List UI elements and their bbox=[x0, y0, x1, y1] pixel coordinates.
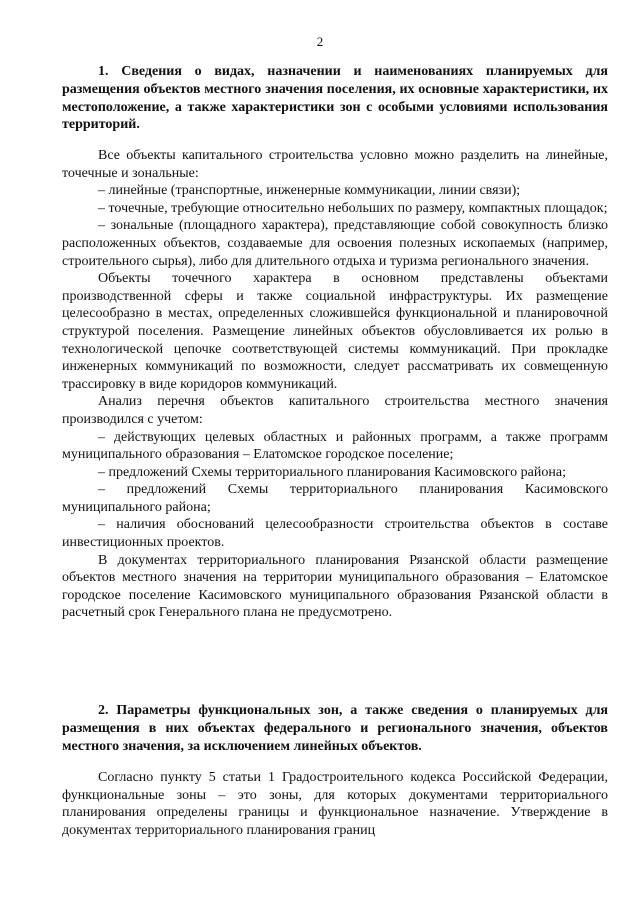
paragraph: Анализ перечня объектов капитального строительства местного значения производился с учетом: bbox=[62, 394, 608, 427]
section-1-heading: 1. Сведения о видах, назначении и наименованиях планируемых для размещения объектов местного значения поселения, их основные характеристики, их местоположение, а также характеристики зон с особыми условиями использования территорий. bbox=[62, 64, 608, 133]
list-item: – наличия обоснований целесообразности строительства объектов в составе инвестиционных проектов. bbox=[62, 517, 608, 551]
list-item: – зональные (площадного характера), представляющие собой совокупность близко расположенных объектов, создаваемые для освоения полезных ископаемых (например, строительного сырья), либо для длительного отдыха и туризма регионального значения. bbox=[62, 218, 608, 269]
list-item: – предложений Схемы территориального планирования Касимовского района; bbox=[98, 464, 566, 480]
list-item: – точечные, требующие относительно небольших по размеру, компактных площадок; bbox=[98, 200, 608, 216]
paragraph: Все объекты капитального строительства условно можно разделить на линейные, точечные и зональные: bbox=[62, 148, 608, 181]
paragraph: В документах территориального планирования Рязанской области размещение объектов местного значения на территории муниципального образования – Елатомское городское поселение Касимовского муниципального образования Рязанской области в расчетный срок Генерального плана не предусмотрено. bbox=[62, 552, 608, 621]
list-item: – предложений Схемы территориального планирования Касимовского муниципального района; bbox=[62, 482, 608, 515]
section-2-body bbox=[62, 769, 608, 839]
list-item: – линейные (транспортные, инженерные коммуникации, линии связи); bbox=[98, 183, 521, 199]
section-2-heading: 2. Параметры функциональных зон, а также сведения о планируемых для размещения в них объектах федерального и регионального значения, объектов местного значения, за исключением линейных объектов. bbox=[62, 703, 608, 754]
paragraph: Объекты точечного характера в основном представлены объектами производственной сферы и также социальной инфраструктуры. Их размещение целесообразно в местах, определенных сложившейся функциональной и планировочной структурой поселения. Размещение линейных объектов обусловливается их ролью в технологической цепочке соответствующей системы коммуникаций. При прокладке инженерных коммуникаций по возможности, следует рассматривать их совмещенную трассировку в виде коридоров коммуникаций. bbox=[62, 271, 608, 392]
section-1-body bbox=[62, 147, 608, 622]
paragraph: Согласно пункту 5 статьи 1 Градостроительного кодекса Российской Федерации, функциональные зоны – это зоны, для которых документами территориального планирования определены границы и функциональное назначение. Утверждение в документах территориального планирования границ bbox=[62, 770, 608, 838]
list-item: – действующих целевых областных и районных программ, а также программ муниципального образования – Елатомское городское поселение; bbox=[62, 429, 608, 463]
page-number: 2 bbox=[316, 34, 324, 49]
